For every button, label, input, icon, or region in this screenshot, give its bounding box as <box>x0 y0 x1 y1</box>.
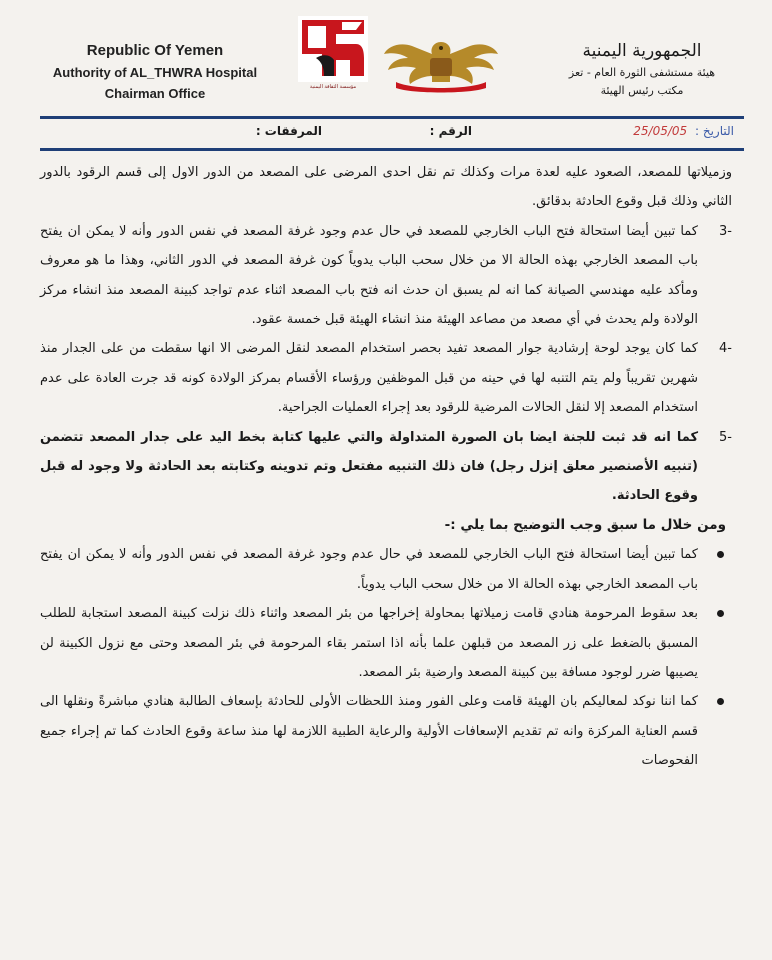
bullet-item-2 <box>40 599 732 687</box>
item-text: كما تبين أيضا استحالة فتح الباب الخارجي للمصعد في حال عدم وجود غرفة المصعد في نفس الدور وأنه لا يمكن ان يفتح باب المصعد الخارجي بهذه الحالة الا من خلال سحب الباب يدوياً كون غرفة المصعد في الدور الثاني، وهذا ما هو معروف ومأكد عليه مهندسي الصيانة كما انه لم يسبق ان حدث انه فتح باب المصعد اثناء عدم تواجد كبينة المصعد منذ انشاء مركز الولادة ولم يحدث في أي مصعد من مصاعد الهيئة منذ انشاء الهيئة قبل خمسة عقود. <box>40 223 698 328</box>
numbered-item-4 <box>40 334 732 422</box>
english-letterhead <box>40 40 270 104</box>
bullet-icon <box>717 551 724 558</box>
hospital-logo-icon <box>296 14 370 84</box>
letterhead-country-ar: الجمهورية اليمنية <box>582 41 702 61</box>
item-number: -4 <box>719 341 732 357</box>
bullet-text: كما اننا نوكد لمعاليكم بان الهيئة قامت وعلى الفور ومنذ اللحظات الأولى للحادثة بإسعاف الطالبة هنادي مباشرةً ونقلها الى قسم العناية المركزة وانه تم تقديم الإسعافات الأولية والرعاية الطبية اللازمة لها منذ ساعة وقوع الحادث كما تم إجراء جميع الفحوصات <box>40 694 698 769</box>
numbered-item-5 <box>40 423 732 511</box>
date-value: 25/05/05 <box>633 124 688 138</box>
letterhead-authority-en: Authority of AL_THWRA Hospital <box>52 65 258 80</box>
arabic-letterhead <box>542 38 742 100</box>
eagle-emblem-icon <box>382 36 500 94</box>
hospital-logo <box>296 14 370 92</box>
section-heading: ومن خلال ما سبق وجب التوضيح بما يلي :- <box>444 516 726 533</box>
item-text: كما كان يوجد لوحة إرشادية جوار المصعد تفيد بحصر استخدام المصعد لنقل المرضى الا انها سقطت من على الجدار منذ شهرين تقريباً ولم يتم التنبه لها في حينه من قبل الموظفين ورؤساء الأقسام بمركز الولادة كونه قد جرت العادة على عدم استخدام المصعد إلا لنقل الحالات المرضية للرقود بعد إجراء العمليات الجراحية. <box>40 341 698 416</box>
bullet-icon <box>717 610 724 617</box>
header-rule-top <box>40 116 744 119</box>
letterhead-authority-ar: هيئة مستشفى الثورة العام - تعز <box>568 66 716 79</box>
intro-paragraph: وزميلاتها للمصعد، الصعود عليه لعدة مرات وكذلك تم نقل احدى المرضى على المصعد من الدور الاول إلى قسم الرقود بالدور الثاني وذلك قبل وقوع الحادثة بدقائق. <box>40 165 732 210</box>
reference-number-label: الرقم : <box>429 124 472 138</box>
logo-caption: مؤسسة الثقافة اليمنية <box>309 84 357 90</box>
item-text: كما انه قد ثبت للجنة ايضا بان الصورة المتداولة والتي عليها كتابة بخط اليد على جدار المصعد تتضمن (تنبيه الأصنصير معلق إنزل رجل) فان ذلك التنبيه مفتعل وتم تدوينه وكتابته بعد الحادثة ولا وجود له قبل وقوع الحادثة. <box>40 429 698 504</box>
attachments-label: المرفقات : <box>255 124 322 138</box>
numbered-item-3 <box>40 217 732 335</box>
bullet-item-3 <box>40 687 732 775</box>
bullet-icon <box>717 698 724 705</box>
reference-bar <box>40 122 742 144</box>
yemen-emblem <box>382 36 500 94</box>
item-number: -5 <box>719 429 732 445</box>
bullet-text: كما تبين أيضا استحالة فتح الباب الخارجي للمصعد في حال عدم وجود غرفة المصعد في نفس الدور وأنه لا يمكن ان يفتح باب المصعد الخارجي بهذه الحالة الا من خلال سحب الباب يدوياً. <box>40 547 698 592</box>
date-label: التاريخ : <box>694 124 734 138</box>
bullet-item-1 <box>40 540 732 599</box>
letterhead-office-en: Chairman Office <box>104 86 206 101</box>
header-rule-bottom <box>40 148 744 151</box>
bullet-text: بعد سقوط المرحومة هنادي قامت زميلاتها بمحاولة إخراجها من بئر المصعد واثناء ذلك نزلت كبينة المصعد استجابة للطلب المسبق بالضغط على زر المصعد من قبلهن علما بأنه اذا استمر بقاء المرحومة في بئر المصعد وحتى مع نزول الكبينة لن يصيبها ضرر لوجود مسافة بين كبينة المصعد وارضية بئر المصعد. <box>40 606 698 680</box>
letterhead-office-ar: مكتب رئيس الهيئة <box>600 84 684 97</box>
letter-body <box>40 158 732 776</box>
letterhead-country-en: Republic Of Yemen <box>86 42 224 59</box>
item-number: -3 <box>719 223 732 239</box>
date-field <box>633 124 734 138</box>
